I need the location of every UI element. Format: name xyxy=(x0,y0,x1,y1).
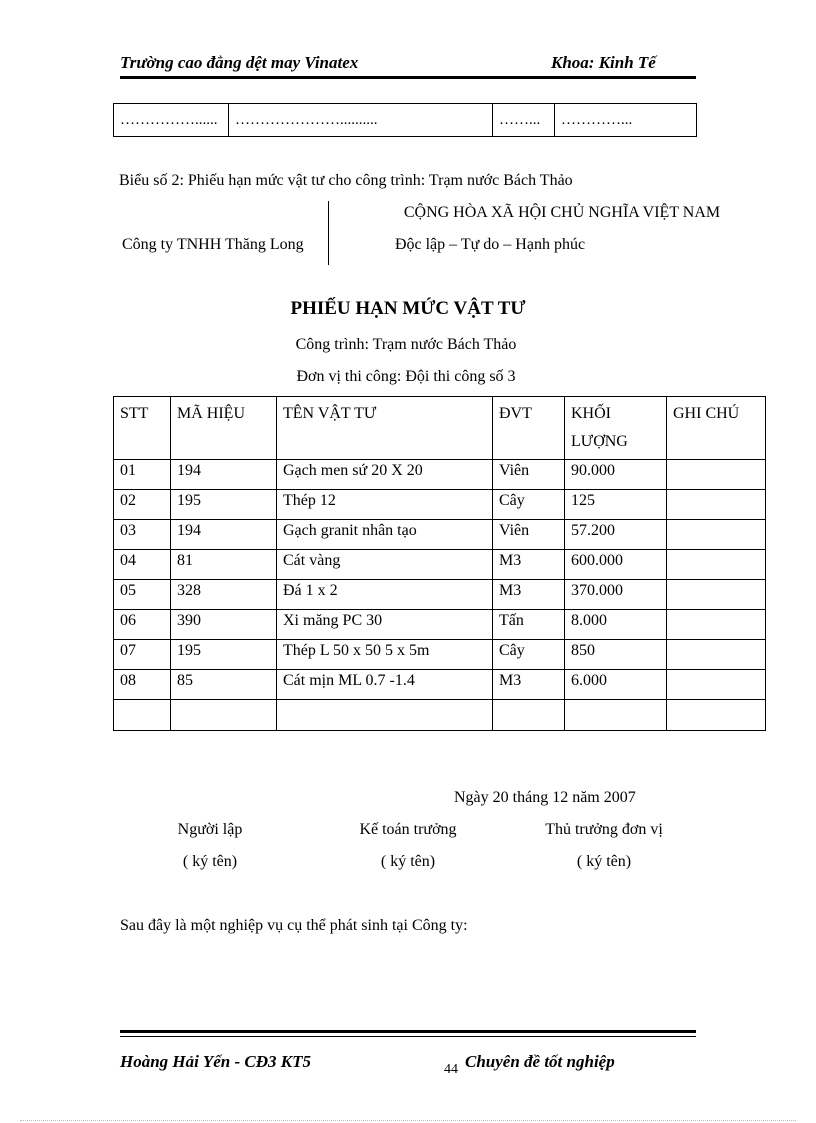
table-cell-ten: Gạch granit nhân tạo xyxy=(277,520,493,550)
signer-role-3: Thủ trưởng đơn vị xyxy=(545,821,663,838)
footer-rule-thick xyxy=(120,1030,696,1033)
table-cell-kl: 8.000 xyxy=(565,610,667,640)
table-row xyxy=(114,640,766,670)
materials-table xyxy=(113,396,766,731)
project-line: Công trình: Trạm nước Bách Thảo xyxy=(295,336,517,353)
table-cell xyxy=(171,700,277,731)
table-cell-gc xyxy=(667,670,766,700)
table-cell-stt: 08 xyxy=(114,670,171,700)
table-cell-ma: 328 xyxy=(171,580,277,610)
table-cell-kl: 6.000 xyxy=(565,670,667,700)
table-cell-ten: Gạch men sứ 20 X 20 xyxy=(277,460,493,490)
table-cell-ten: Xi măng PC 30 xyxy=(277,610,493,640)
col-khoi-luong-line1: KHỐI xyxy=(571,405,611,422)
table-cell-dvt: M3 xyxy=(493,550,565,580)
col-ma-hieu: MÃ HIỆU xyxy=(171,397,277,460)
table-cell-gc xyxy=(667,580,766,610)
table-cell-dvt: Tấn xyxy=(493,610,565,640)
signer-role-2: Kế toán trưởng xyxy=(359,821,457,838)
company-name: Công ty TNHH Thăng Long xyxy=(122,236,304,253)
unit-line: Đơn vị thi công: Đội thi công số 3 xyxy=(296,368,516,385)
table-cell-ten: Thép L 50 x 50 5 x 5m xyxy=(277,640,493,670)
footer-title: Chuyên đề tốt nghiệp xyxy=(465,1052,615,1071)
col-khoi-luong xyxy=(565,397,667,460)
table-cell-dvt: Viên xyxy=(493,460,565,490)
top-cell-2: ………………….......... xyxy=(229,104,493,137)
table-row xyxy=(114,520,766,550)
closing-text: Sau đây là một nghiệp vụ cụ thể phát sinh tại Công ty: xyxy=(120,917,468,934)
table-cell-kl: 370.000 xyxy=(565,580,667,610)
top-cell-3: ……... xyxy=(493,104,555,137)
signer-sign-2: ( ký tên) xyxy=(380,853,436,870)
table-cell-ma: 195 xyxy=(171,490,277,520)
table-cell xyxy=(667,700,766,731)
table-cell-gc xyxy=(667,610,766,640)
table-row xyxy=(114,550,766,580)
table-cell-stt: 03 xyxy=(114,520,171,550)
table-cell-dvt: M3 xyxy=(493,580,565,610)
table-row xyxy=(114,580,766,610)
table-cell-dvt: M3 xyxy=(493,670,565,700)
signer-sign-3: ( ký tên) xyxy=(576,853,632,870)
header-rule xyxy=(120,76,696,79)
table-row xyxy=(114,670,766,700)
table-cell-ma: 194 xyxy=(171,520,277,550)
table-cell-kl: 600.000 xyxy=(565,550,667,580)
table-cell-gc xyxy=(667,520,766,550)
table-header-row xyxy=(114,397,766,460)
table-cell-gc xyxy=(667,490,766,520)
table-cell-gc xyxy=(667,640,766,670)
table-cell-ma: 194 xyxy=(171,460,277,490)
header-department: Khoa: Kinh Tế xyxy=(551,53,656,72)
col-dvt: ĐVT xyxy=(493,397,565,460)
table-cell xyxy=(565,700,667,731)
table-cell-kl: 850 xyxy=(565,640,667,670)
table-cell xyxy=(493,700,565,731)
top-cell-4: …………... xyxy=(555,104,697,137)
footer-rule-thin xyxy=(120,1036,696,1037)
national-slogan: Độc lập – Tự do – Hạnh phúc xyxy=(394,236,586,253)
table-cell-kl: 57.200 xyxy=(565,520,667,550)
page-number: 44 xyxy=(444,1062,458,1077)
col-ten-vat-tu: TÊN VẬT TƯ xyxy=(277,397,493,460)
signer-sign-1: ( ký tên) xyxy=(182,853,238,870)
table-row-empty xyxy=(114,700,766,731)
table-row xyxy=(114,610,766,640)
col-khoi-luong-line2: LƯỢNG xyxy=(571,433,628,450)
table-cell-ma: 81 xyxy=(171,550,277,580)
table-cell-ten: Thép 12 xyxy=(277,490,493,520)
table-cell-stt: 04 xyxy=(114,550,171,580)
table-cell-stt: 01 xyxy=(114,460,171,490)
page-bottom-edge xyxy=(20,1120,796,1121)
table-cell-ma: 195 xyxy=(171,640,277,670)
table-cell-kl: 125 xyxy=(565,490,667,520)
table-cell-stt: 06 xyxy=(114,610,171,640)
col-stt: STT xyxy=(114,397,171,460)
vertical-divider xyxy=(328,201,329,265)
date-line: Ngày 20 tháng 12 năm 2007 xyxy=(454,789,636,806)
top-partial-table xyxy=(113,103,697,137)
table-cell xyxy=(277,700,493,731)
form-title: PHIẾU HẠN MỨC VẬT TƯ xyxy=(290,298,526,319)
table-row xyxy=(114,490,766,520)
table-cell-dvt: Cây xyxy=(493,640,565,670)
header-school: Trường cao đẳng dệt may Vinatex xyxy=(120,53,359,72)
table-cell-stt: 05 xyxy=(114,580,171,610)
table-cell-ma: 85 xyxy=(171,670,277,700)
table-cell-kl: 90.000 xyxy=(565,460,667,490)
footer-author: Hoàng Hải Yến - CĐ3 KT5 xyxy=(120,1052,311,1071)
national-motto: CỘNG HÒA XÃ HỘI CHỦ NGHĨA VIỆT NAM xyxy=(403,204,721,221)
table-cell-gc xyxy=(667,460,766,490)
top-cell-1: ……………...... xyxy=(114,104,229,137)
table-row xyxy=(114,460,766,490)
table-cell xyxy=(114,700,171,731)
table-cell-dvt: Viên xyxy=(493,520,565,550)
table-cell-stt: 07 xyxy=(114,640,171,670)
table-cell-ten: Cát mịn ML 0.7 -1.4 xyxy=(277,670,493,700)
table-cell-stt: 02 xyxy=(114,490,171,520)
table-cell-dvt: Cây xyxy=(493,490,565,520)
signer-role-1: Người lập xyxy=(177,821,243,838)
table-cell-ma: 390 xyxy=(171,610,277,640)
table-cell-ten: Đá 1 x 2 xyxy=(277,580,493,610)
table-cell-ten: Cát vàng xyxy=(277,550,493,580)
table-cell-gc xyxy=(667,550,766,580)
col-ghi-chu: GHI CHÚ xyxy=(667,397,766,460)
caption: Biểu số 2: Phiếu hạn mức vật tư cho công trình: Trạm nước Bách Thảo xyxy=(119,172,573,189)
